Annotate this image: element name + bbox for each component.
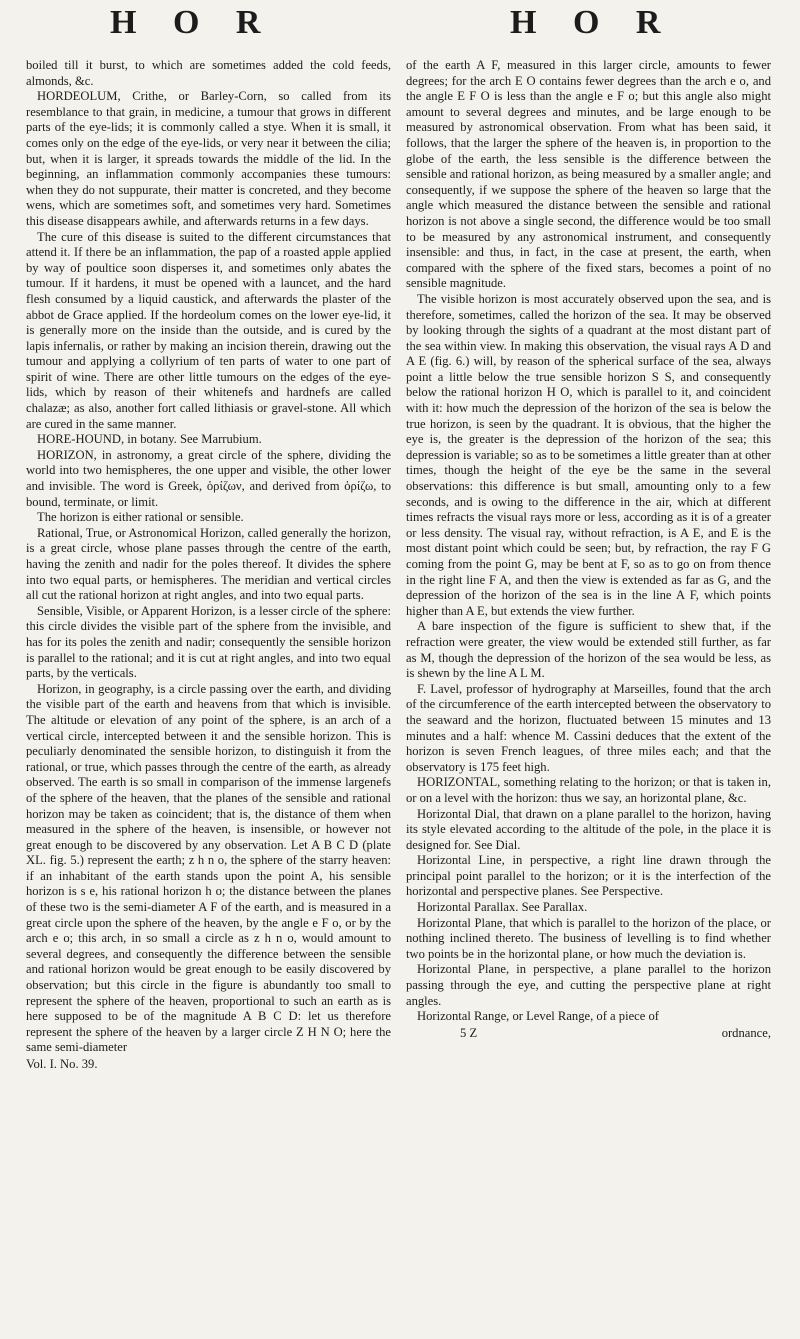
paragraph: Horizontal Plane, that which is parallel to the horizon of the place, or nothing inclined thereto. The business of levelling is to find whether two points be in the horizontal plane, or how much the deviation is.: [406, 915, 771, 961]
left-column: [26, 58, 391, 1320]
catchword: ordnance,: [721, 1025, 771, 1040]
right-column: [406, 58, 771, 1320]
volume-number: Vol. I. No. 39.: [26, 1057, 98, 1071]
paragraph: of the earth A F, measured in this larger circle, amounts to fewer degrees; for the arch E O contains fewer degrees than the arch e o, and the angle E F O is less than the angle e F o; but this angle also might amount to several degrees and minutes, and be large enough to be measured by astronomical observation. From what has been said, it follows, that the larger the sphere of the heaven is, in proportion to the globe of the earth, the less sensible is the difference between the sensible and rational horizon, as being measured by a smaller angle; and consequently, if we suppose the sphere of the heaven so large that the angle which measured the distance between the sensible and rational horizon is not above a single second, the difference would be too small to be measured by any astronomical instrument, and consequently insensible: and thus, in fact, in the case at present, the earth, when compared with the sphere of the fixed stars, becomes a point of no sensible magnitude.: [406, 58, 771, 291]
paragraph: A bare inspection of the figure is sufficient to shew that, if the refraction were greater, the view would be extended still further, as far as M, though the depression of the horizon of the sea would be less, as is shewn by the line A L M.: [406, 619, 771, 681]
paragraph: Horizontal Parallax. See Parallax.: [417, 900, 588, 915]
paragraph: HORIZON, in astronomy, a great circle of the sphere, dividing the world into two hemispheres, the one upper and visible, the other lower and invisible. The word is Greek, ὁρίζων, and derived from ὁρίζω, to bound, terminate, or limit.: [26, 447, 391, 509]
paragraph: The visible horizon is most accurately observed upon the sea, and is therefore, sometimes, called the horizon of the sea. It may be observed by looking through the sights of a quadrant at the most distant part of the sea within view. In making this observation, the visual rays A D and A E (fig. 6.) will, by reason of the spherical surface of the sea, always point a little below the true sensible horizon S S, and consequently below the rational horizon H O, which is parallel to it, and coincident with it: how much the depression of the horizon of the sea is below the true horizon, is seen by the quadrant. It is obvious, that the higher the eye is, the greater is the depression of the horizon of the sea; this depression is variable; so as to be sometimes a little greater than at other times, though the height of the eye be the same in the several observations: this difference is but small, amounting only to a few seconds, and is owing to the difference in the air, which at different times refracts the visual rays more or less, according as it is of a greater or less density. The visual ray, without refraction, is A E, and E is the most distant point which could be seen; but, by refraction, the ray F G coming from the point G, may be bent at F, so as to go on from thence in the right line F A, and then the view is extended as far as G, and the depression of the horizon of the sea is in the line A F, which points higher than A E, but extends the view further.: [406, 291, 771, 618]
paragraph: Rational, True, or Astronomical Horizon, called generally the horizon, is a great circle, whose plane passes through the centre of the earth, having the zenith and nadir for the poles thereof. It divides the sphere into two equal parts, or hemispheres. The meridian and vertical circles all cut the rational horizon at right angles, and into two equal parts.: [26, 525, 391, 603]
paragraph: F. Lavel, professor of hydrography at Marseilles, found that the arch of the circumference of the earth intercepted between the observatory to the seaward and the horizon, fluctuated between 15 minutes and 13 minutes and a half: whence M. Cassini deduces that the extent of the horizon is seven French leagues, of three miles each; and that the observatory is 175 feet high.: [406, 681, 771, 774]
running-head-left: H O R: [110, 4, 275, 41]
paragraph: The horizon is either rational or sensible.: [37, 510, 244, 525]
running-head: [0, 4, 800, 48]
paragraph: The cure of this disease is suited to the different circumstances that attend it. If there be an inflammation, the pap of a roasted apple applied by way of poultice soon disperses it, and sometimes only abates the tumour. If it hardens, it must be opened with a launcet, and the hard flesh consumed by a liquid caustick, and afterwards the plaster of the abbot de Grace applied. If the hordeolum comes on the lower eye-lid, it is generally more on the inside than the outside, and is cured by the lapis infernalis, or rather by making an incision therein, drawing out the tumour and applying a collyrium of ten parts of water to one part of spirit of wine. There are other little tumours on the edges of the eye-lids, which by reason of their whitenefs and hardnefs are called chalazæ; as also, another fort called lithiasis or gravel-stone. All which are cured in the same manner.: [26, 229, 391, 431]
paragraph: HORIZONTAL, something relating to the horizon; or that is taken in, or on a level with the horizon: thus we say, an horizontal plane, &c.: [406, 775, 771, 805]
signature-mark: 5 Z: [460, 1025, 478, 1040]
running-head-right: H O R: [510, 4, 675, 41]
paragraph: Horizon, in geography, is a circle passing over the earth, and dividing the visible part of the earth and heavens from that which is invisible. The altitude or elevation of any point of the sphere, is an arch of a vertical circle, intercepted between it and the sensible horizon. This is peculiarly denominated the sensible horizon, to distinguish it from the rational, or true, which passes through the centre of the earth, as already observed. The earth is so small in comparison of the immense largenefs of the sphere of the heaven, that the planes of the sensible and rational horizon may be taken as coincident; that is, the distance of them when measured in the sphere of the heaven, is insensible, or however not great enough to be discovered by any observation. Let A B C D (plate XL. fig. 5.) represent the earth; z h n o, the sphere of the starry heaven: if an inhabitant of the earth stands upon the point A, his sensible horizon is s e, his rational horizon h o; the distance between the planes of these two is the semi-diameter A F of the earth, and is measured in a great circle upon the sphere of the heaven, by the angle e F o, or by the arch e o; this arch, in so small a circle as z h n o, would amount to several degrees, and consequently the difference between the sensible and rational horizon would be great enough to be easily discovered by observation; but this circle in the figure is abundantly too small to represent the sphere of the heaven, proportional to such an earth as is here supposed to be of the magnitude A B C D: let us therefore represent the sphere of the heaven by a larger circle Z H N O; here the same semi-diameter: [26, 681, 391, 1055]
paragraph: Horizontal Plane, in perspective, a plane parallel to the horizon passing through the eye, and cutting the perspective plane at right angles.: [406, 962, 771, 1008]
paragraph: Horizontal Dial, that drawn on a plane parallel to the horizon, having its style elevated according to the altitude of the pole, in the place it is designed for. See Dial.: [406, 806, 771, 852]
paragraph: Horizontal Line, in perspective, a right line drawn through the principal point parallel to the horizon; or it is the interfection of the horizontal and perspective planes. See Perspective.: [406, 853, 771, 899]
paragraph: boiled till it burst, to which are sometimes added the cold feeds, almonds, &c.: [26, 58, 391, 88]
paragraph: Sensible, Visible, or Apparent Horizon, is a lesser circle of the sphere: this circle divides the visible part of the sphere from the invisible, and has for its poles the zenith and nadir; consequently the sensible horizon is parallel to the rational; and it is cut at right angles, and into two equal parts, by the verticals.: [26, 603, 391, 681]
paragraph: HORDEOLUM, Crithe, or Barley-Corn, so called from its resemblance to that grain, in medicine, a tumour that grows in different parts of the eye-lids; it is commonly called a stye. When it is small, it comes only on the edge of the eye-lids, or very near it between the cilia; but, when it is larger, it spreads towards the middle of the lid. In the beginning, an inflammation commonly accompanies these tumours: when they do not suppurate, their matter is concreted, and they become wens, which are sometimes soft, and sometimes very hard. Sometimes this disease disappears awhile, and afterwards returns in a few days.: [26, 89, 391, 228]
paragraph: HORE-HOUND, in botany. See Marrubium.: [37, 432, 262, 447]
paragraph: Horizontal Range, or Level Range, of a piece of: [417, 1009, 659, 1024]
